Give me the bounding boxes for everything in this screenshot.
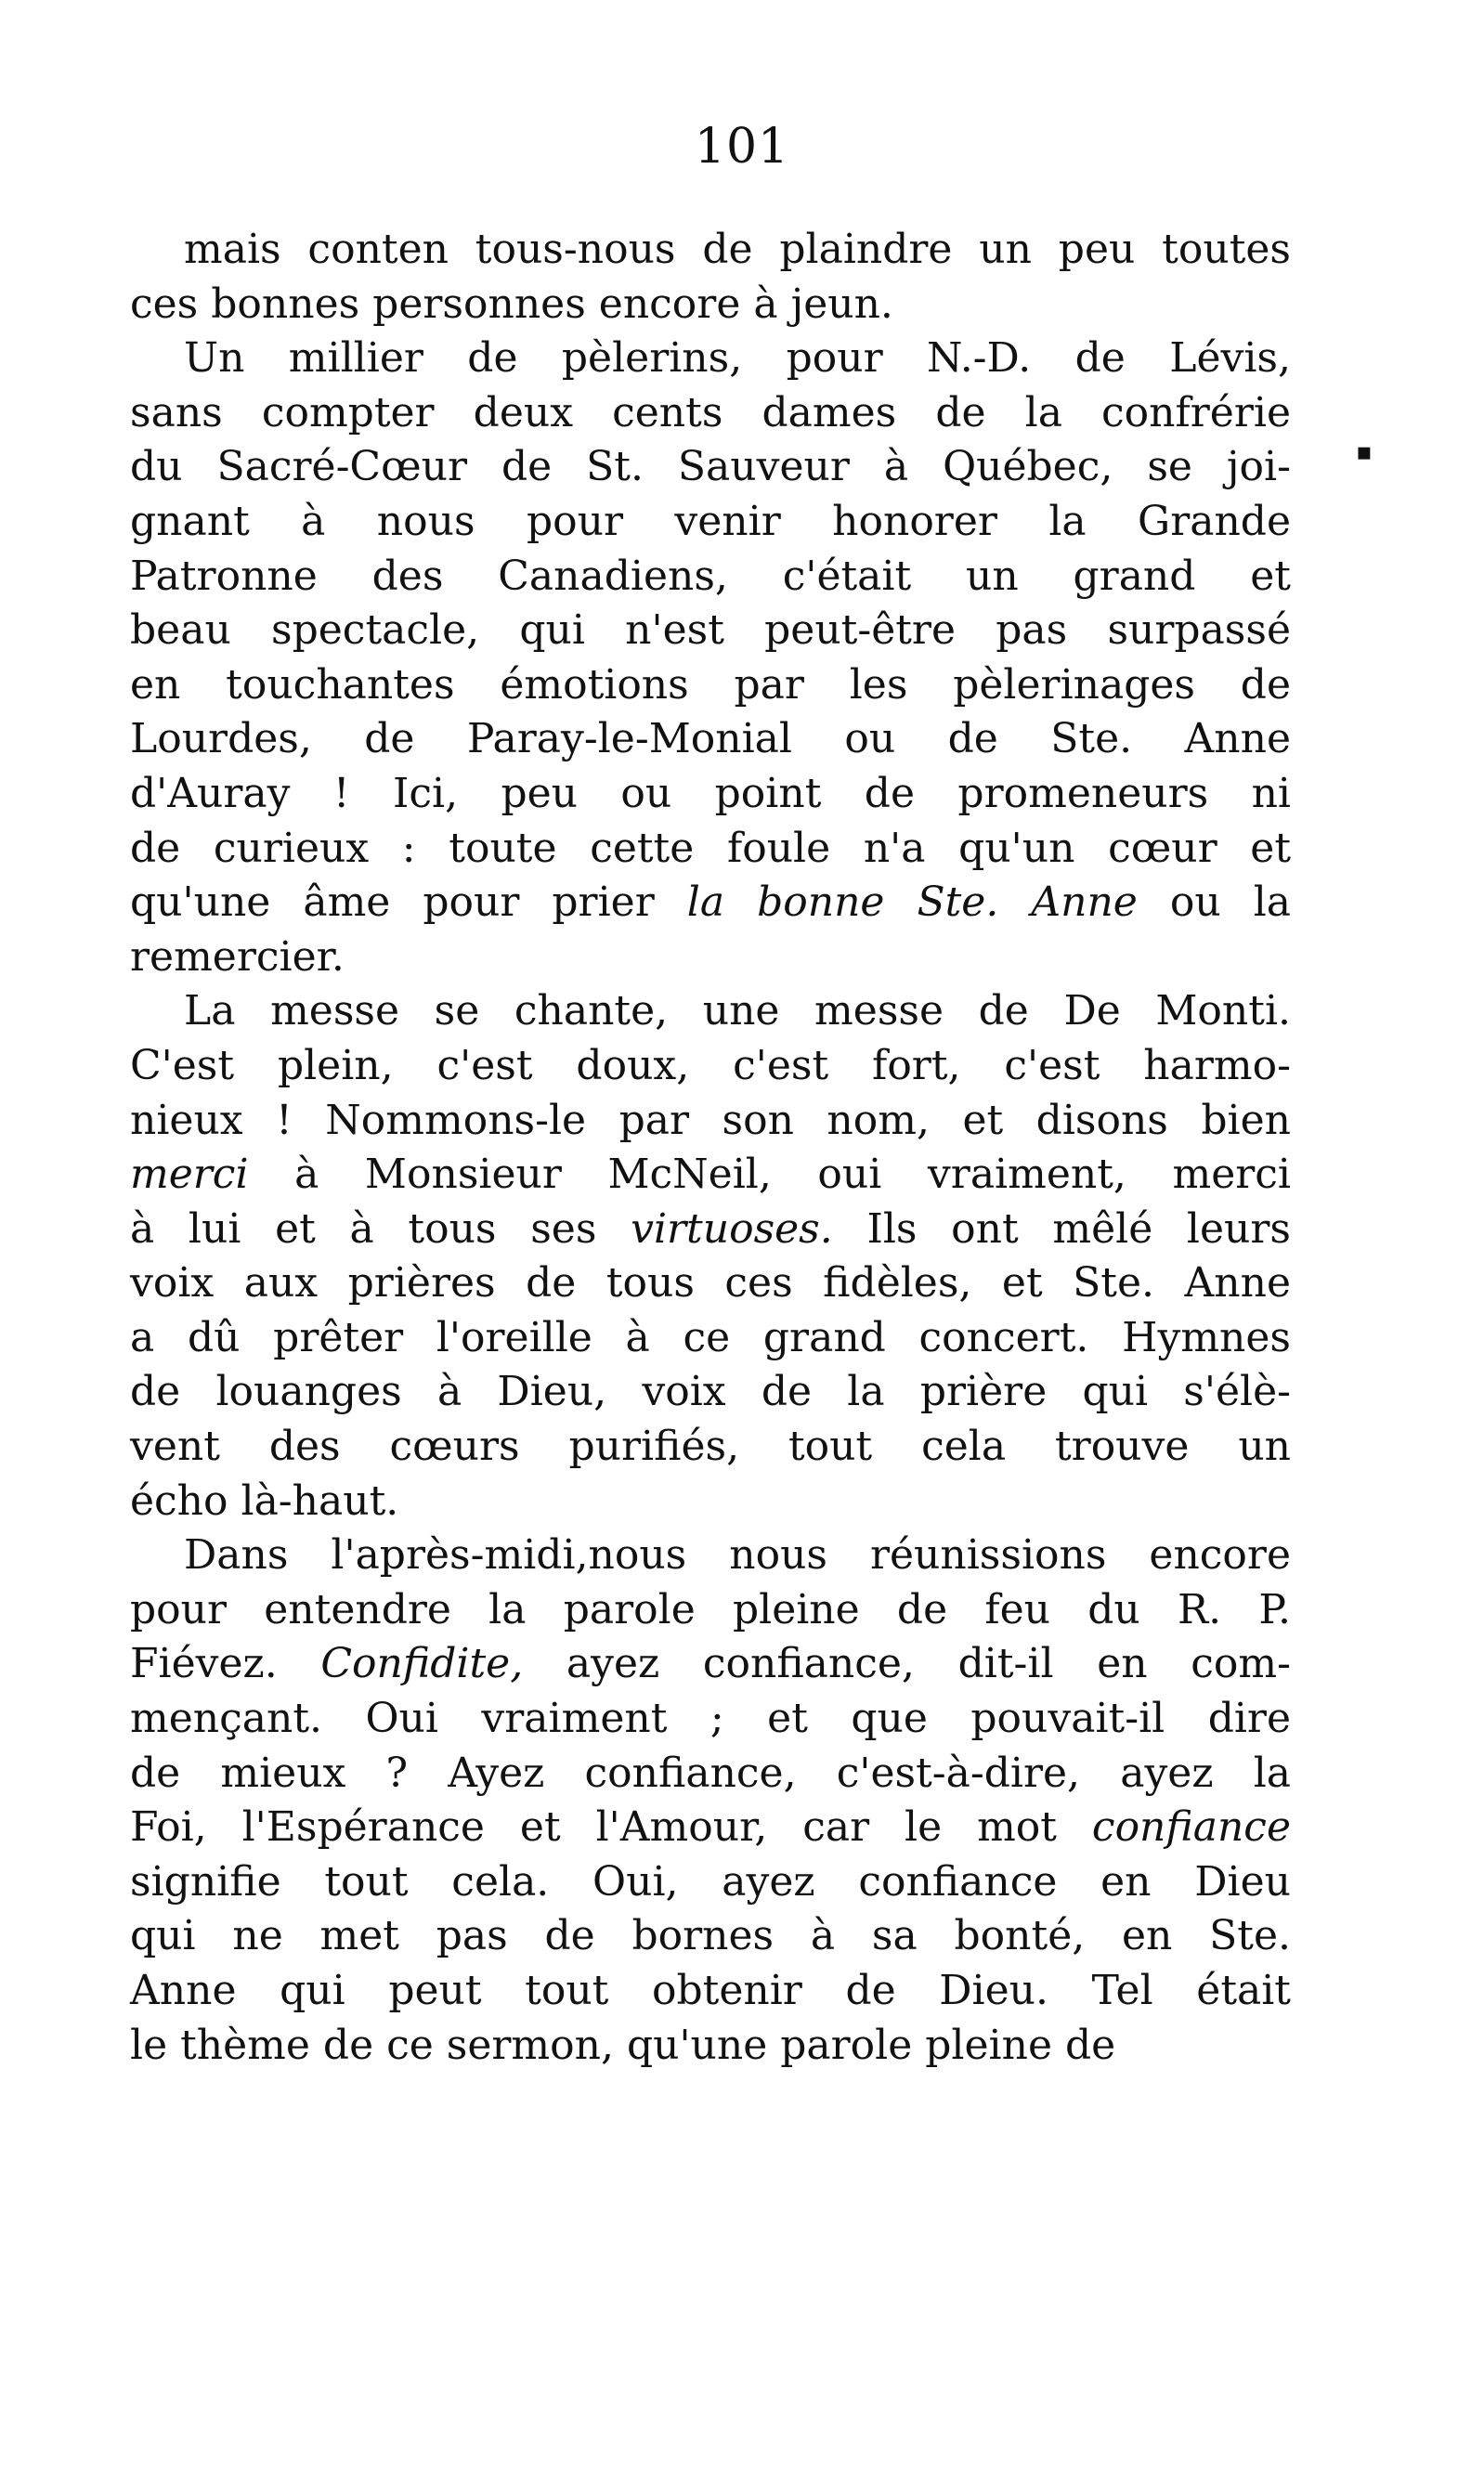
text-line: de louanges à Dieu, voix de la prière qui s'élè- — [130, 1368, 1291, 1416]
italic-text: la bonne Ste. Anne — [686, 878, 1138, 927]
text-line: qui ne met pas de bornes à sa bonté, en Ste. — [130, 1912, 1291, 1960]
text-segment: qu'une âme pour prier — [130, 878, 687, 927]
ink-speck: ▪ — [1356, 438, 1373, 466]
page-number: 101 — [694, 119, 790, 175]
italic-text: confiance — [1091, 1803, 1291, 1852]
text-line: du Sacré-Cœur de St. Sauveur à Québec, se joi- — [130, 443, 1291, 491]
text-line: sans compter deux cents dames de la confrérie — [130, 388, 1291, 436]
text-line: pour entendre la parole pleine de feu du R. P. — [130, 1585, 1291, 1633]
text-segment: Fiévez. — [130, 1640, 321, 1688]
text-line: mençant. Oui vraiment ; et que pouvait-il dire — [130, 1695, 1291, 1743]
text-line: nieux ! Nommons-le par son nom, et disons bien — [130, 1096, 1291, 1144]
text-line: C'est plein, c'est doux, c'est fort, c'est harmo- — [130, 1041, 1291, 1089]
text-segment: à lui et à tous ses — [130, 1204, 631, 1253]
text-segment: Ils ont mêlé leurs — [832, 1204, 1291, 1253]
text-line: Dans l'après-midi,nous nous réunissions encore — [184, 1531, 1291, 1580]
text-line: signifie tout cela. Oui, ayez confiance en Dieu — [130, 1857, 1291, 1906]
text-segment: ou la — [1137, 878, 1291, 927]
text-line — [130, 876, 1291, 930]
text-line: gnant à nous pour venir honorer la Grande — [130, 497, 1291, 545]
text-line: d'Auray ! Ici, peu ou point de promeneurs ni — [130, 769, 1291, 817]
text-line: Lourdes, de Paray-le-Monial ou de Ste. Anne — [130, 715, 1291, 763]
text-segment: à Monsieur McNeil, oui vraiment, merci — [248, 1151, 1291, 1199]
text-line: Un millier de pèlerins, pour N.-D. de Lévis, — [184, 334, 1291, 383]
body-text — [130, 223, 1291, 2073]
text-line: le thème de ce sermon, qu'une parole pleine de — [130, 2021, 1116, 2069]
text-line: a dû prêter l'oreille à ce grand concert. Hymnes — [130, 1313, 1291, 1361]
text-line: remercier. — [130, 932, 345, 981]
text-line: La messe se chante, une messe de De Monti. — [184, 987, 1291, 1035]
text-segment: ayez confiance, dit-il en com- — [523, 1640, 1291, 1688]
text-line: de curieux : toute cette foule n'a qu'un cœur et — [130, 824, 1291, 872]
text-line — [130, 1637, 1291, 1692]
text-line: Patronne des Canadiens, c'était un grand et — [130, 552, 1291, 600]
text-line: Anne qui peut tout obtenir de Dieu. Tel était — [130, 1967, 1291, 2014]
text-line — [130, 1801, 1291, 1855]
text-line: ces bonnes personnes encore à jeun. — [130, 280, 893, 328]
text-line: mais conten tous-nous de plaindre un peu toutes — [184, 226, 1291, 273]
text-line: en touchantes émotions par les pèlerinages de — [130, 660, 1291, 709]
text-line: vent des cœurs purifiés, tout cela trouve un — [130, 1423, 1291, 1471]
italic-text: merci — [130, 1151, 249, 1199]
italic-text: Confidite, — [320, 1640, 524, 1688]
text-line — [130, 1203, 1291, 1257]
text-line: écho là-haut. — [130, 1477, 399, 1525]
italic-text: virtuoses. — [631, 1204, 833, 1253]
text-line: voix aux prières de tous ces fidèles, et Ste. Anne — [130, 1259, 1291, 1308]
text-line: beau spectacle, qui n'est peut-être pas surpassé — [130, 606, 1291, 655]
text-segment: Foi, l'Espérance et l'Amour, car le mot — [130, 1803, 1092, 1852]
text-line — [130, 1148, 1291, 1203]
text-line: de mieux ? Ayez confiance, c'est-à-dire, ayez la — [130, 1749, 1291, 1797]
